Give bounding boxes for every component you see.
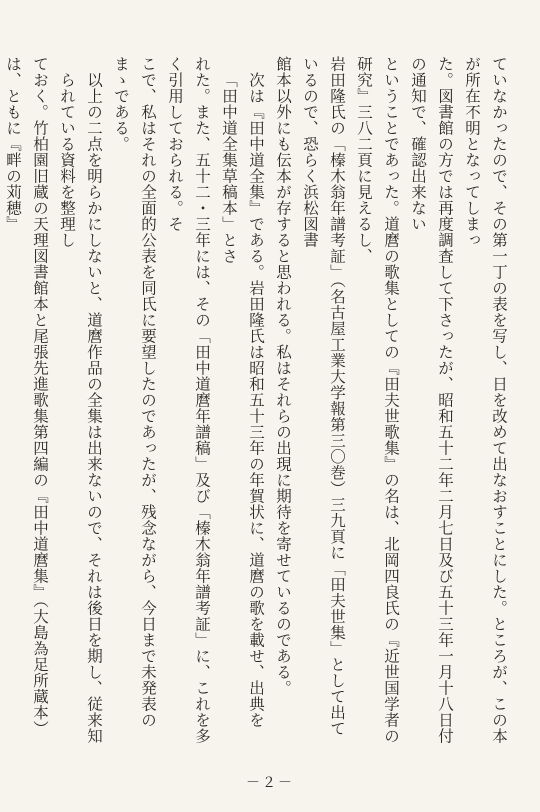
text-column: 次は『田中道全集』である。岩田隆氏は昭和五十三年の年賀状に、道麿の歌を載せ、出典を「田中道全集草稿本」とさ [220, 71, 265, 728]
text-column: ということであった。道麿の歌集としての『田夫世歌集』の名は、北岡四良氏の『近世国学者の研究』三八二頁に見えるし、 [355, 56, 400, 744]
text-column: こで、私はそれの全面的公表を同氏に要望したのであったが、残念ながら、今日まで未発表のまゝである。 [112, 56, 157, 728]
text-column: 以上の二点を明らかにしないと、道麿作品の全集は出来ないので、それは後日を期し、従来知られている資料を整理し [58, 71, 103, 744]
text-column: ていなかったので、その第一丁の表を写し、日を改めて出なおすことにした。ところが、この本が所在不明となってしまっ [463, 56, 508, 744]
text-column: ておく。竹柏園旧蔵の天理図書館本と尾張先進歌集第四編の『田中道麿集』（大島為足所蔵本）は、ともに『畔の苅穂』 [4, 56, 49, 737]
text-column: た。図書館の方では再度調査して下さったが、昭和五十二年二月七日及び五十三年一月十八日付の通知で、確認出来ない [409, 56, 454, 744]
text-column: 館本以外にも伝本が存すると思われる。私はそれらの出現に期待を寄せているのである。 [274, 56, 292, 696]
body-text [4, 56, 512, 744]
text-column: 岩田隆氏の「榛木翁年譜考証」（名古屋工業大学報第三〇巻）三九頁に「田夫世集」として出ているので、恐らく浜松図書 [301, 56, 346, 737]
text-column: れた。また、五十二・三年には、その「田中道麿年譜稿」及び「榛木翁年譜考証」に、これを多く引用しておられる。そ [166, 56, 211, 744]
page-number: －２－ [246, 775, 294, 791]
